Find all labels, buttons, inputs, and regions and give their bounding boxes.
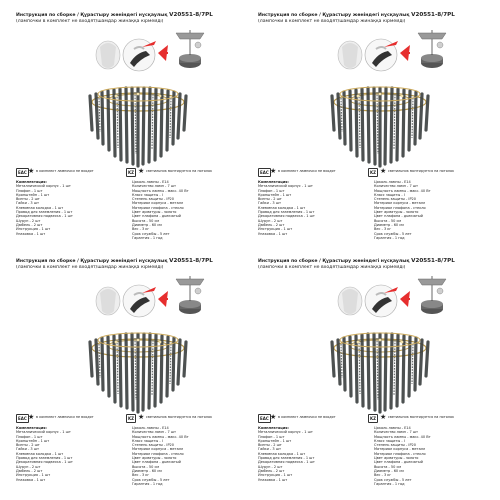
instruction-title: Инструкция по сборке / Құрастыру жөніндегі нұсқаулық V20551-8/7PL xyxy=(16,12,213,18)
assembly-illustration xyxy=(90,25,212,75)
instruction-subtitle: (лампочки в комплект не входят/шамдар жинаққа кірмейді) xyxy=(16,19,164,24)
instruction-title: Инструкция по сборке / Құрастыру жөніндегі нұсқаулық V20551-8/7PL xyxy=(258,12,455,18)
certification-marks xyxy=(258,168,484,178)
assembly-illustration xyxy=(332,25,454,75)
chandelier-image xyxy=(320,72,440,168)
instruction-panel xyxy=(256,12,486,242)
kz-note: светильник монтируется на потолок xyxy=(146,169,213,173)
star-icon: ★ xyxy=(270,167,277,175)
star-icon: ★ xyxy=(138,413,145,421)
star-icon: ★ xyxy=(138,167,145,175)
eac-mark: EAC xyxy=(260,170,269,175)
star-icon: ★ xyxy=(28,413,35,421)
chandelier-image xyxy=(78,72,198,168)
instruction-subtitle: (лампочки в комплект не входят/шамдар жинаққа кірмейді) xyxy=(258,265,406,270)
kz-mark: KZ xyxy=(370,170,376,175)
eac-note: в комплект лампочки не входят xyxy=(36,169,94,173)
instruction-panel xyxy=(14,12,244,242)
kz-mark: KZ xyxy=(128,170,134,175)
assembly-illustration xyxy=(332,271,454,321)
eac-note: в комплект лампочки не входят xyxy=(278,415,336,419)
certification-marks xyxy=(16,168,242,178)
spec-list-right: Цоколь лампы - E14 Количество ламп - 7 шт Мощность лампы - макс. 40 Вт Класс защиты - I Степень защиты - IP20 Материал корпуса - металл Материал плафона - стекло Цвет арматуры - золото Цвет плафона - дымчатый Высота - 50 см Диаметр - 60 см Вес - 3 кг Срок службы - 5 лет Гарантия - 1 год xyxy=(374,426,431,486)
eac-mark: EAC xyxy=(18,170,27,175)
certification-marks xyxy=(16,414,242,424)
instruction-title: Инструкция по сборке / Құрастыру жөніндегі нұсқаулық V20551-8/7PL xyxy=(258,258,455,264)
kz-mark: KZ xyxy=(370,416,376,421)
spec-list-right: Цоколь лампы - E14 Количество ламп - 7 шт Мощность лампы - макс. 40 Вт Класс защиты - I Степень защиты - IP20 Материал корпуса - металл Материал плафона - стекло Цвет арматуры - золото Цвет плафона - дымчатый Высота - 50 см Диаметр - 60 см Вес - 3 кг Срок службы - 5 лет Гарантия - 1 год xyxy=(374,180,431,240)
spec-list-left: Комплектация: Металлический корпус - 1 шт Плафон - 1 шт Кронштейн - 1 шт Винты - 2 шт Гайки - 3 шт Клеммная колодка - 1 шт Провод для заземления - 1 шт Декоративная подвеска - 1 шт Шуруп - 2 шт Дюбель - 2 шт Инструкция - 1 шт Упаковка - 1 шт xyxy=(258,426,315,482)
spec-list-right: Цоколь лампы - E14 Количество ламп - 7 шт Мощность лампы - макс. 40 Вт Класс защиты - I Степень защиты - IP20 Материал корпуса - металл Материал плафона - стекло Цвет арматуры - золото Цвет плафона - дымчатый Высота - 50 см Диаметр - 60 см Вес - 3 кг Срок службы - 5 лет Гарантия - 1 год xyxy=(132,426,189,486)
instruction-subtitle: (лампочки в комплект не входят/шамдар жинаққа кірмейді) xyxy=(258,19,406,24)
spec-list-left: Комплектация: Металлический корпус - 1 шт Плафон - 1 шт Кронштейн - 1 шт Винты - 2 шт Гайки - 3 шт Клеммная колодка - 1 шт Провод для заземления - 1 шт Декоративная подвеска - 1 шт Шуруп - 2 шт Дюбель - 2 шт Инструкция - 1 шт Упаковка - 1 шт xyxy=(16,180,73,236)
star-icon: ★ xyxy=(28,167,35,175)
spec-list-right: Цоколь лампы - E14 Количество ламп - 7 шт Мощность лампы - макс. 40 Вт Класс защиты - I Степень защиты - IP20 Материал корпуса - металл Материал плафона - стекло Цвет арматуры - золото Цвет плафона - дымчатый Высота - 50 см Диаметр - 60 см Вес - 3 кг Срок службы - 5 лет Гарантия - 1 год xyxy=(132,180,189,240)
chandelier-image xyxy=(320,318,440,414)
certification-marks xyxy=(258,414,484,424)
eac-note: в комплект лампочки не входят xyxy=(278,169,336,173)
eac-mark: EAC xyxy=(260,416,269,421)
instruction-subtitle: (лампочки в комплект не входят/шамдар жинаққа кірмейді) xyxy=(16,265,164,270)
kz-mark: KZ xyxy=(128,416,134,421)
star-icon: ★ xyxy=(380,413,387,421)
star-icon: ★ xyxy=(380,167,387,175)
instruction-panel xyxy=(256,258,486,488)
spec-list-left: Комплектация: Металлический корпус - 1 шт Плафон - 1 шт Кронштейн - 1 шт Винты - 2 шт Гайки - 3 шт Клеммная колодка - 1 шт Провод для заземления - 1 шт Декоративная подвеска - 1 шт Шуруп - 2 шт Дюбель - 2 шт Инструкция - 1 шт Упаковка - 1 шт xyxy=(16,426,73,482)
kz-note: светильник монтируется на потолок xyxy=(388,415,455,419)
eac-note: в комплект лампочки не входят xyxy=(36,415,94,419)
instruction-panel xyxy=(14,258,244,488)
star-icon: ★ xyxy=(270,413,277,421)
assembly-illustration xyxy=(90,271,212,321)
eac-mark: EAC xyxy=(18,416,27,421)
spec-list-left: Комплектация: Металлический корпус - 1 шт Плафон - 1 шт Кронштейн - 1 шт Винты - 2 шт Гайки - 3 шт Клеммная колодка - 1 шт Провод для заземления - 1 шт Декоративная подвеска - 1 шт Шуруп - 2 шт Дюбель - 2 шт Инструкция - 1 шт Упаковка - 1 шт xyxy=(258,180,315,236)
instruction-title: Инструкция по сборке / Құрастыру жөніндегі нұсқаулық V20551-8/7PL xyxy=(16,258,213,264)
kz-note: светильник монтируется на потолок xyxy=(388,169,455,173)
chandelier-image xyxy=(78,318,198,414)
kz-note: светильник монтируется на потолок xyxy=(146,415,213,419)
